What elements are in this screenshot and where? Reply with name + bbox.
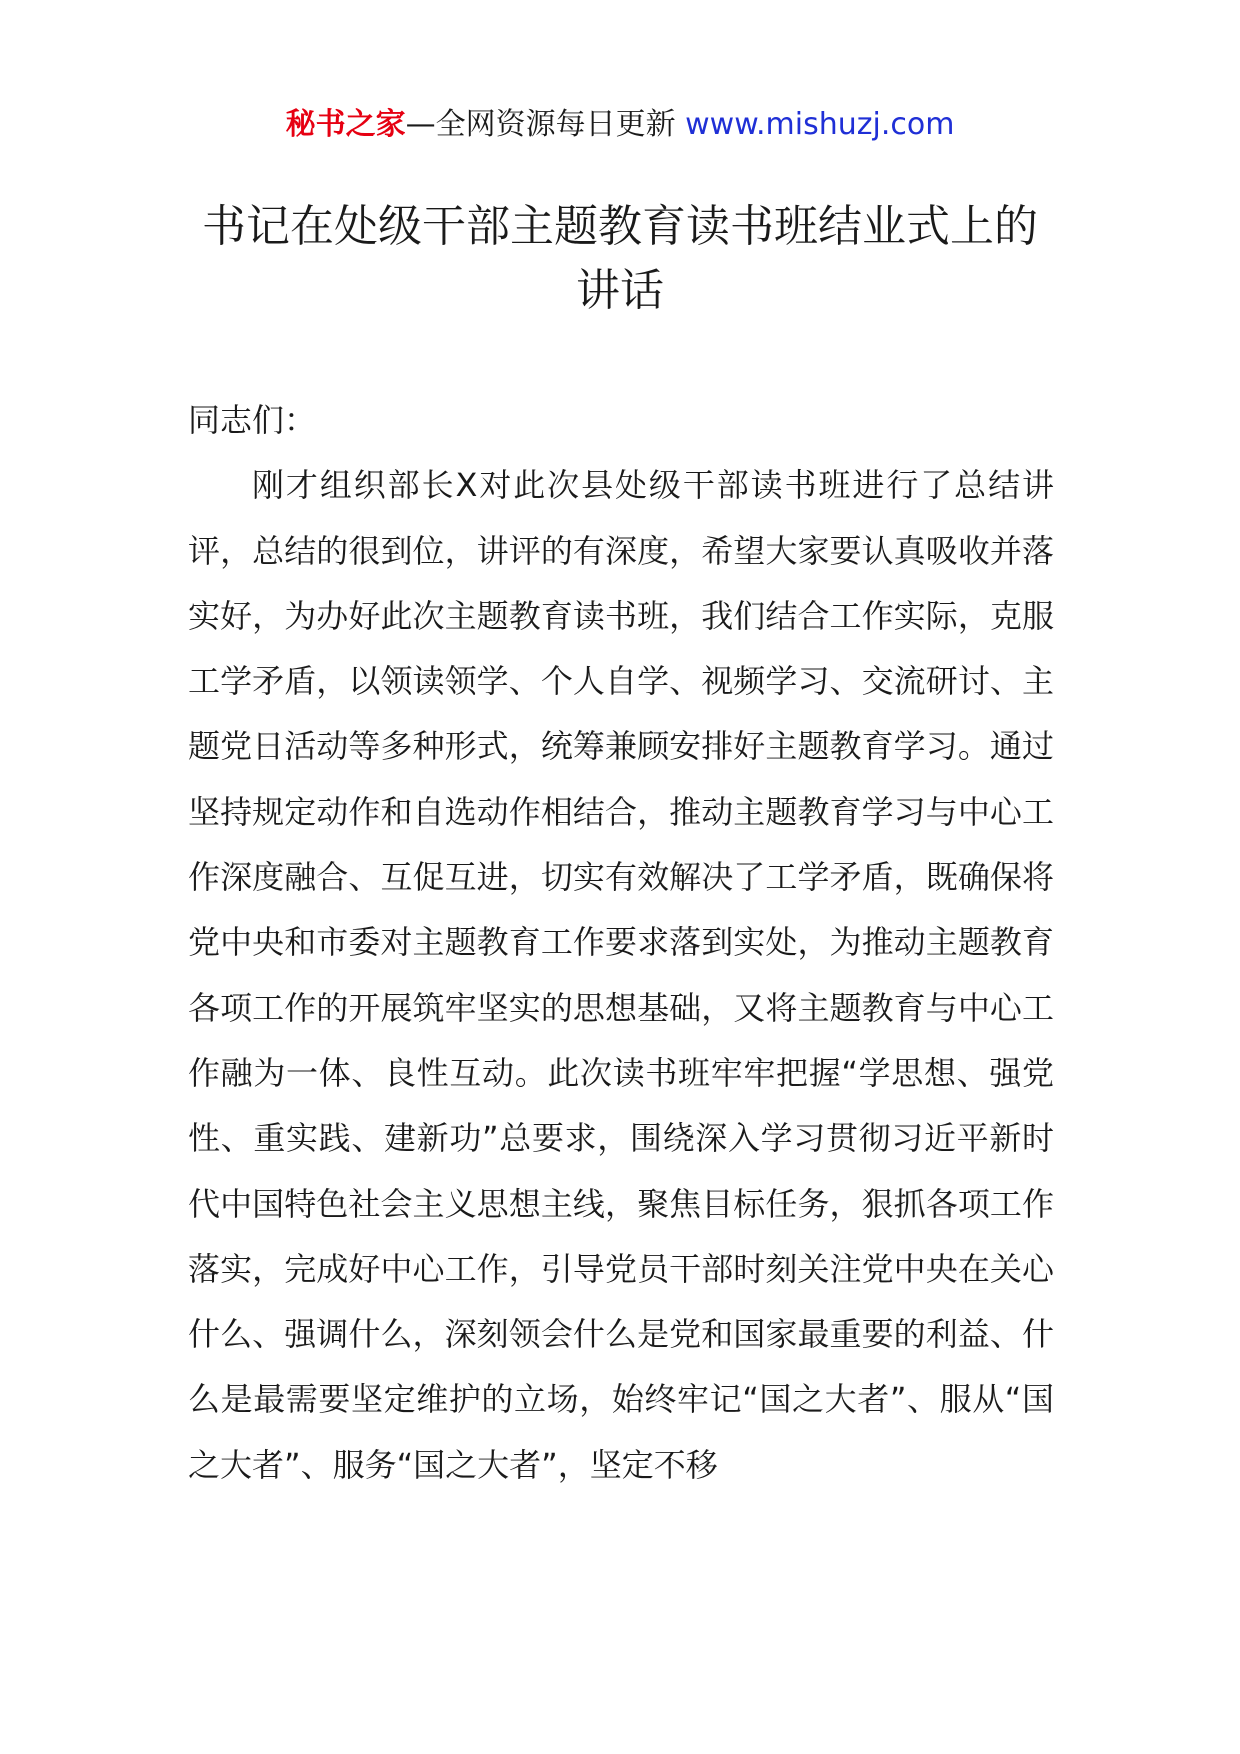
- document-body: [188, 388, 1054, 1498]
- salutation: 同志们：: [188, 401, 317, 439]
- header-slogan: —全网资源每日更新: [405, 107, 676, 142]
- body-paragraph: 刚才组织部长X对此次县处级干部读书班进行了总结讲评，总结的很到位，讲评的有深度，希望大家要认真吸收并落实好，为办好此次主题教育读书班，我们结合工作实际，克服工学矛盾，以领读领学、个人自学、视频学习、交流研讨、主题党日活动等多种形式，统筹兼顾安排好主题教育学习。通过坚持规定动作和自选动作相结合，推动主题教育学习与中心工作深度融合、互促互进，切实有效解决了工学矛盾，既确保将党中央和市委对主题教育工作要求落到实处，为推动主题教育各项工作的开展筑牢坚实的思想基础，又将主题教育与中心工作融为一体、良性互动。此次读书班牢牢把握“学思想、强党性、重实践、建新功”总要求，围绕深入学习贯彻习近平新时代中国特色社会主义思想主线，聚焦目标任务，狠抓各项工作落实，完成好中心工作，引导党员干部时刻关注党中央在关心什么、强调什么，深刻领会什么是党和国家最重要的利益、什么是最需要坚定维护的立场，始终牢记“国之大者”、服从“国之大者”、服务“国之大者”，坚定不移: [188, 466, 1054, 1484]
- header-banner: [0, 100, 1240, 150]
- brand-name: 秘书之家: [285, 107, 406, 142]
- document-title: 书记在处级干部主题教育读书班结业式上的讲话: [202, 201, 1038, 316]
- site-url-link[interactable]: www.mishuzj.com: [685, 107, 955, 142]
